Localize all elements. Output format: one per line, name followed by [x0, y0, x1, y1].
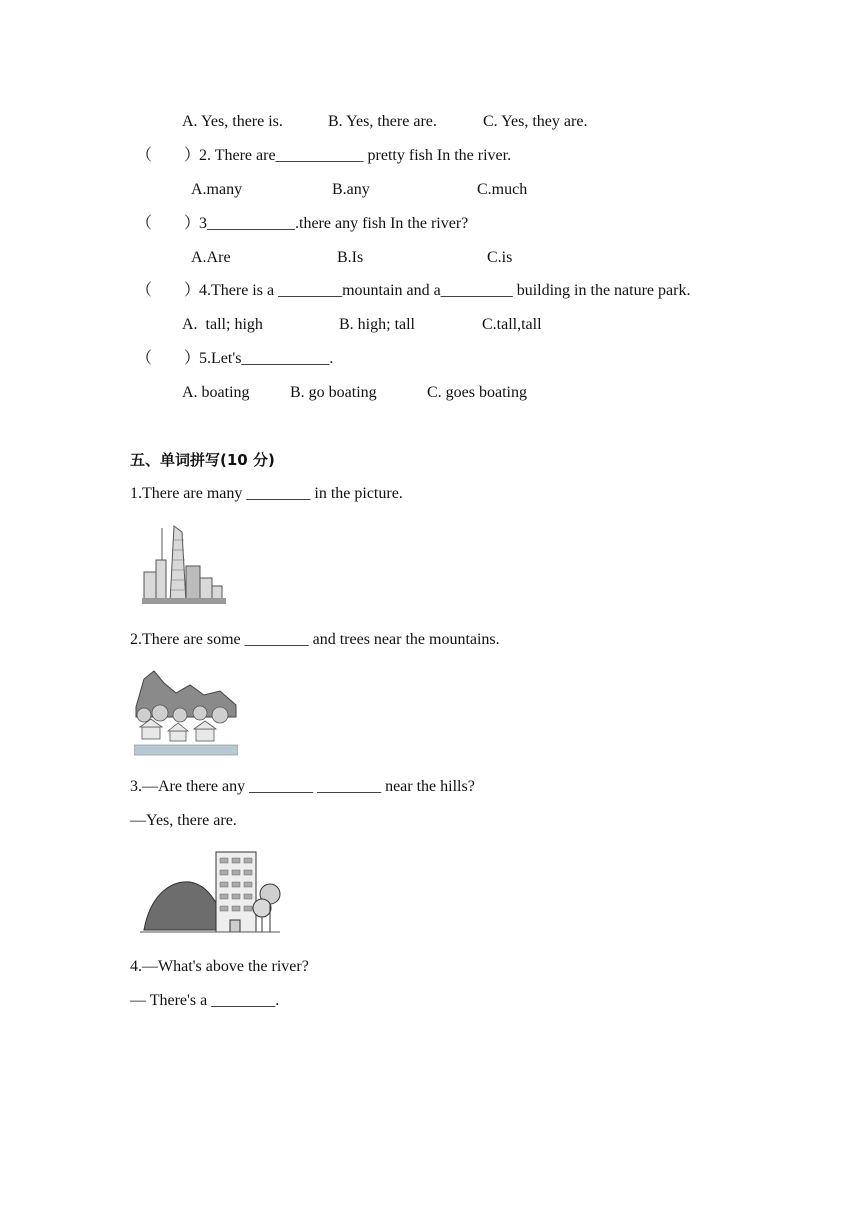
q1-option-b: B. Yes, there are. [328, 113, 437, 130]
q2-option-b: B.any [332, 181, 370, 198]
spelling-q3-reply: —Yes, there are. [130, 812, 237, 829]
city-buildings-picture [138, 520, 230, 606]
q3-option-c: C.is [487, 249, 513, 266]
spelling-q2: 2.There are some ________ and trees near the mountains. [130, 631, 500, 648]
q1-option-c: C. Yes, they are. [483, 113, 588, 130]
q1-option-a: A. Yes, there is. [182, 113, 283, 130]
q3-option-a: A.Are [191, 249, 231, 266]
q3-answer-paren: （ ） [136, 215, 201, 232]
q5-option-b: B. go boating [290, 384, 377, 401]
q3-option-b: B.Is [337, 249, 364, 266]
q2-question: 2. There are___________ pretty fish In the river. [199, 147, 512, 164]
spelling-q4-reply: — There's a ________. [130, 992, 280, 1009]
q4-answer-paren: （ ） [136, 282, 201, 299]
q5-option-a: A. boating [182, 384, 250, 401]
spelling-q1: 1.There are many ________ in the picture. [130, 485, 403, 502]
q5-option-c: C. goes boating [427, 384, 527, 401]
q4-option-a: A. tall; high [182, 316, 263, 333]
q2-option-c: C.much [477, 181, 528, 198]
q4-option-c: C.tall,tall [482, 316, 542, 333]
q5-answer-paren: （ ） [136, 350, 201, 367]
section-heading: 五、单词拼写(10 分) [130, 451, 275, 469]
q2-option-a: A.many [191, 181, 243, 198]
q3-question: 3___________.there any fish In the river? [199, 215, 469, 232]
spelling-q3: 3.—Are there any ________ ________ near the hills? [130, 778, 475, 795]
spelling-q4: 4.—What's above the river? [130, 958, 309, 975]
q2-answer-paren: （ ） [136, 147, 201, 164]
q5-question: 5.Let's___________. [199, 350, 334, 367]
q4-question: 4.There is a ________mountain and a_________ building in the nature park. [199, 282, 691, 299]
q4-option-b: B. high; tall [339, 316, 415, 333]
mountains-houses-picture [134, 665, 238, 757]
hill-building-picture [140, 846, 286, 936]
